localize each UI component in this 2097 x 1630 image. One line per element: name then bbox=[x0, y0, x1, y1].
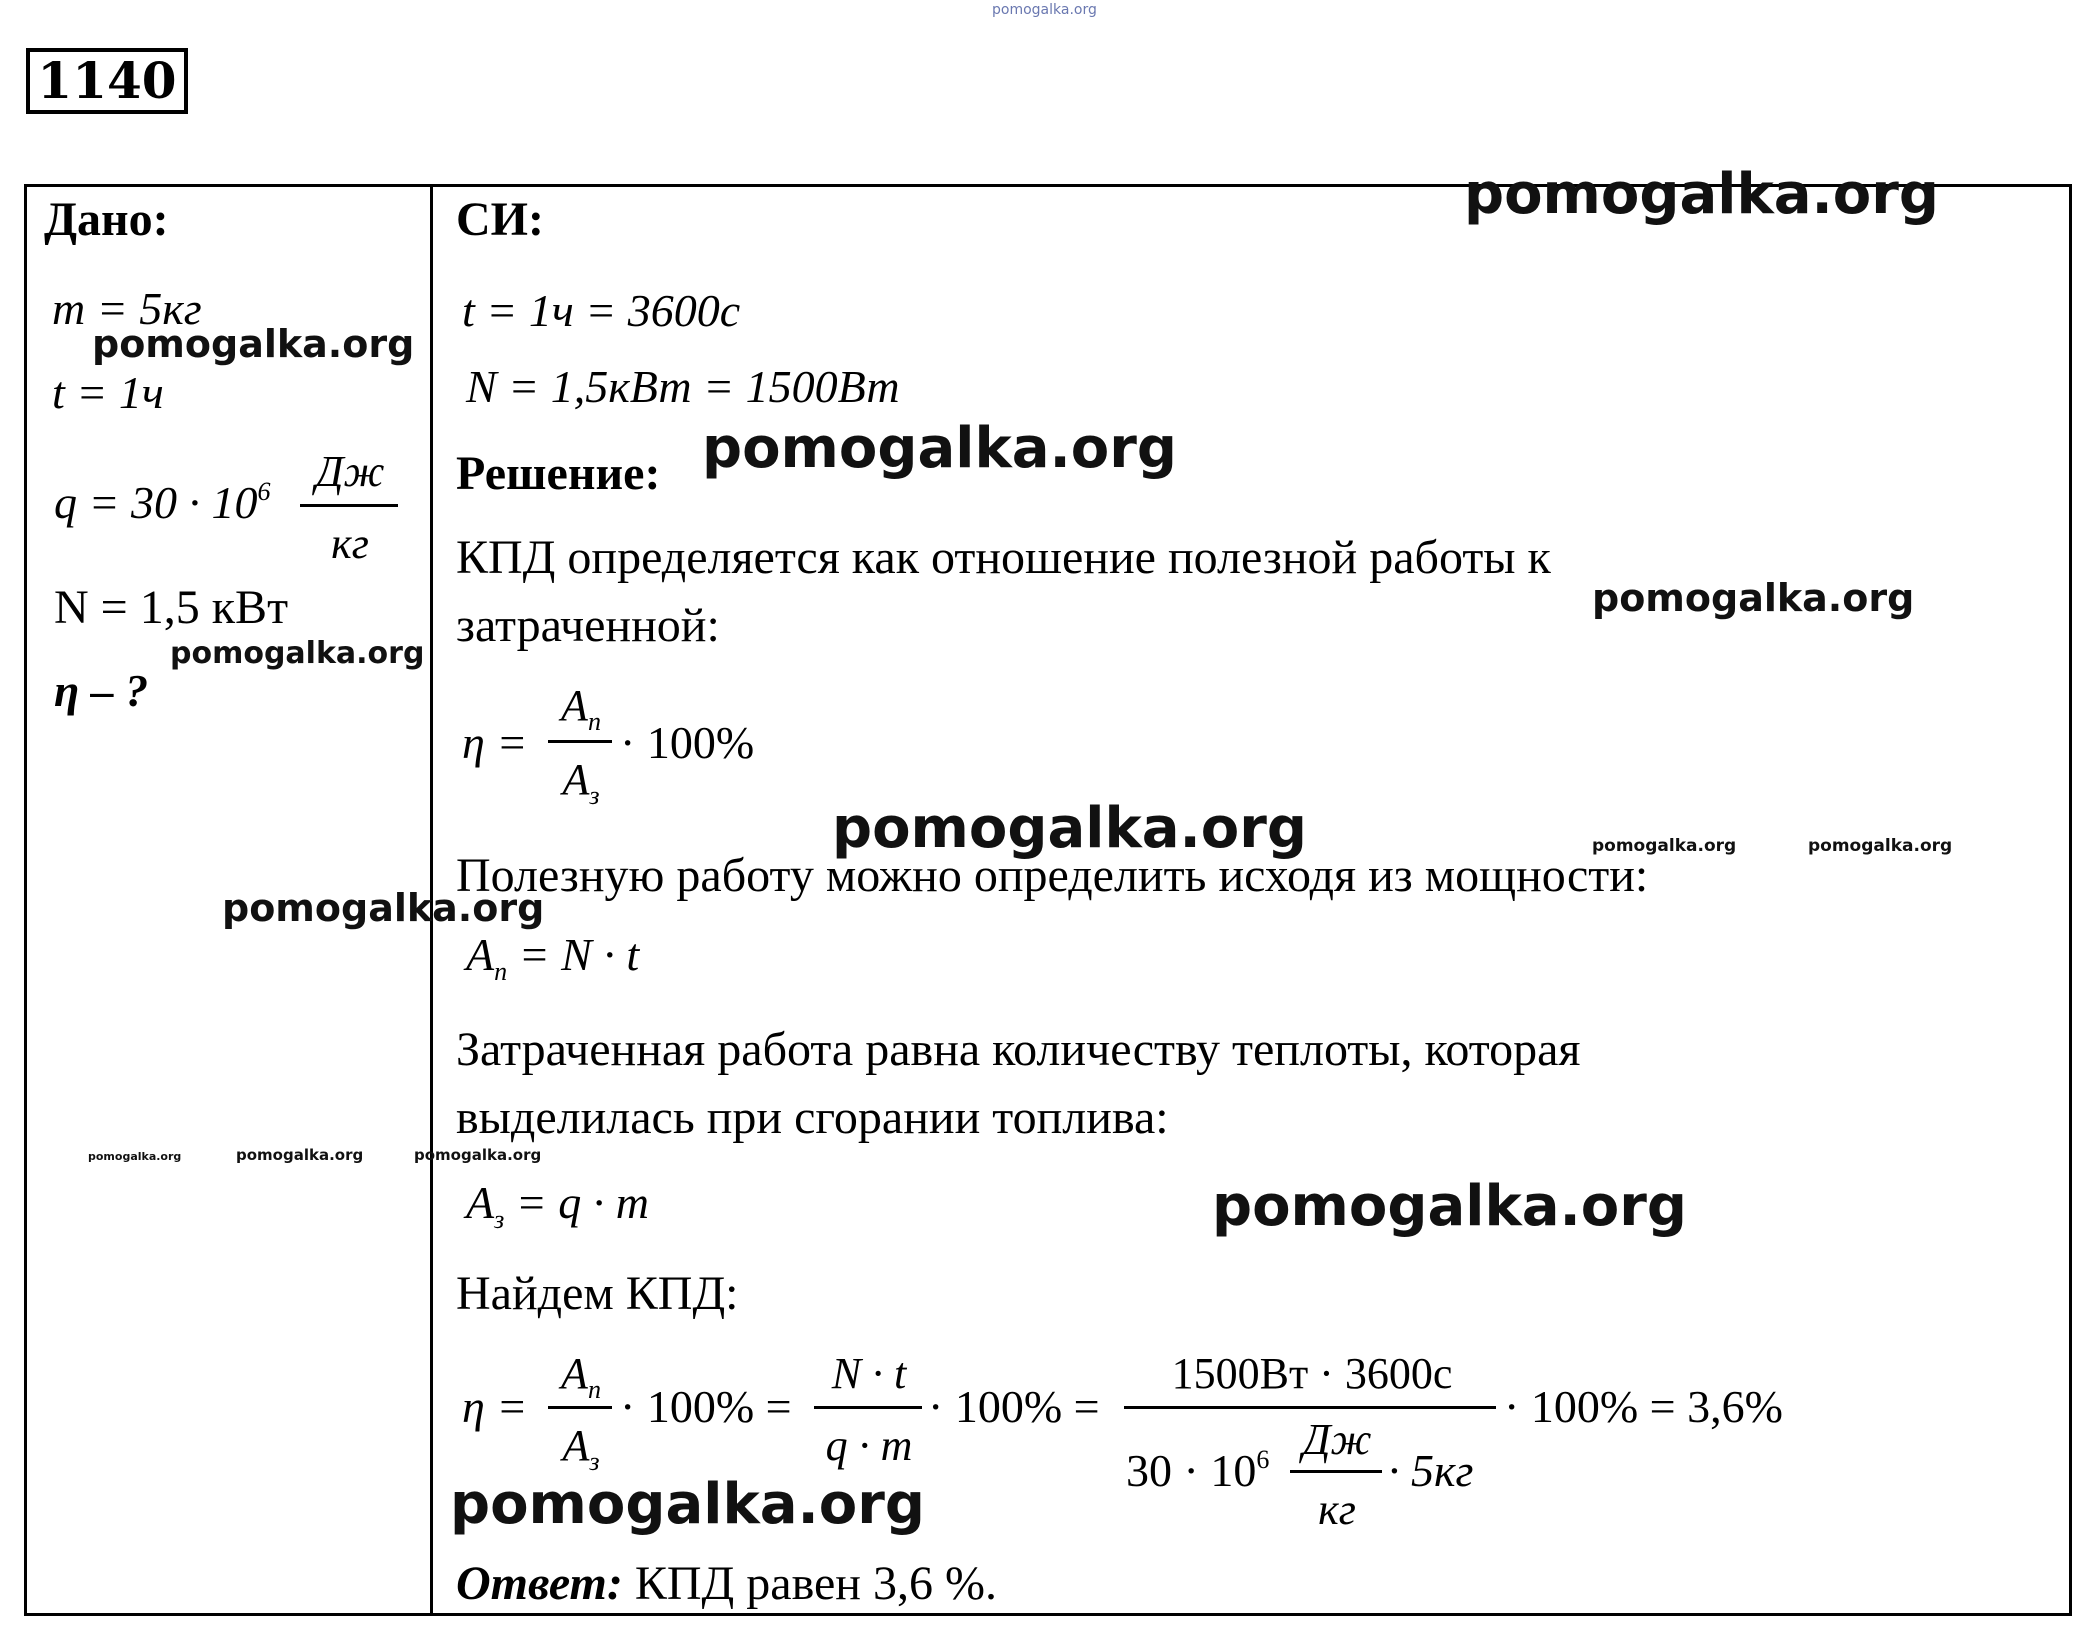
formula-1-bar bbox=[548, 740, 612, 743]
watermark: pomogalka.org bbox=[236, 1146, 364, 1164]
watermark: pomogalka.org bbox=[222, 886, 545, 930]
watermark: pomogalka.org bbox=[832, 796, 1307, 861]
answer-text: КПД равен 3,6 %. bbox=[622, 1557, 997, 1610]
formula-4-a-num: $A_п$ bbox=[561, 1349, 601, 1404]
given-heat-prefix: q = 30 · 10 bbox=[54, 477, 258, 528]
formula-4-b-bar bbox=[814, 1406, 922, 1409]
formula-1-den: $A_з$ bbox=[562, 755, 600, 810]
watermark: pomogalka.org bbox=[1592, 576, 1915, 620]
task-number: 1140 bbox=[26, 48, 188, 114]
formula-4-b-num: N · t bbox=[831, 1349, 907, 1398]
watermark: pomogalka.org bbox=[170, 636, 425, 671]
watermark: pomogalka.org bbox=[92, 322, 415, 366]
solution-paragraph-1-line-2: затраченной: bbox=[456, 599, 720, 652]
watermark: pomogalka.org bbox=[1464, 162, 1939, 227]
formula-1-lhs: η = bbox=[462, 717, 528, 768]
formula-4-a-bar bbox=[548, 1406, 612, 1409]
formula-4-c-den-unit-bar bbox=[1290, 1470, 1382, 1473]
formula-4-eta: η = bbox=[462, 1381, 528, 1432]
given-power: N = 1,5 кВт bbox=[54, 581, 289, 634]
si-time: t = 1ч = 3600с bbox=[462, 285, 741, 336]
formula-1-num: $A_п$ bbox=[561, 681, 601, 736]
formula-4-c-den-unit-den: кг bbox=[1318, 1485, 1356, 1534]
watermark: pomogalka.org bbox=[1808, 836, 1953, 856]
watermark: pomogalka.org bbox=[414, 1146, 542, 1164]
solution-paragraph-2: Полезную работу можно определить исходя из мощности: bbox=[456, 849, 1649, 902]
solution-paragraph-3-line-2: выделилась при сгорании топлива: bbox=[456, 1091, 1169, 1144]
given-heat-unit-num: Дж bbox=[315, 447, 385, 496]
watermark-top: pomogalka.org bbox=[992, 2, 1097, 18]
given-heat-value bbox=[54, 476, 271, 529]
formula-4-c-den-suffix: · 5кг bbox=[1388, 1445, 1474, 1496]
formula-4-c-den-unit-num: Дж bbox=[1302, 1415, 1372, 1464]
watermark: pomogalka.org bbox=[1592, 836, 1737, 856]
si-header: СИ: bbox=[456, 193, 544, 246]
formula-4-b-den: q · m bbox=[825, 1421, 913, 1470]
given-heat-unit-den: кг bbox=[331, 519, 369, 568]
given-heat-unit-bar bbox=[300, 504, 398, 507]
given-mass: m = 5кг bbox=[52, 283, 202, 334]
watermark: pomogalka.org bbox=[702, 416, 1177, 481]
watermark: pomogalka.org bbox=[88, 1150, 182, 1163]
solution-header: Решение: bbox=[456, 447, 661, 500]
formula-1-rhs: · 100% bbox=[620, 717, 755, 768]
answer-label: Ответ: bbox=[456, 1557, 623, 1610]
answer bbox=[456, 1556, 997, 1611]
solution-paragraph-4: Найдем КПД: bbox=[456, 1267, 739, 1320]
solution-paragraph-1-line-1: КПД определяется как отношение полезной работы к bbox=[456, 531, 1551, 584]
given-header: Дано: bbox=[44, 193, 169, 246]
formula-4-result: · 100% = 3,6% bbox=[1504, 1381, 1783, 1432]
formula-3: $A_з = q \cdot m$ bbox=[466, 1177, 650, 1234]
formula-4-a-den: $A_з$ bbox=[562, 1421, 600, 1476]
formula-4-c-num: 1500Вт · 3600с bbox=[1171, 1349, 1453, 1398]
formula-2: $A_п = N \cdot t$ bbox=[466, 929, 640, 986]
formula-4-mid-1: · 100% = bbox=[620, 1381, 792, 1432]
formula-4-c-den-prefix: $30 \cdot 10^6$ bbox=[1126, 1445, 1270, 1496]
given-heat-exp: 6 bbox=[257, 477, 271, 506]
watermark: pomogalka.org bbox=[450, 1472, 925, 1537]
watermark: pomogalka.org bbox=[1212, 1174, 1687, 1239]
given-unknown: η – ? bbox=[54, 665, 149, 716]
formula-4-mid-2: · 100% = bbox=[928, 1381, 1100, 1432]
given-time: t = 1ч bbox=[52, 367, 164, 418]
si-power: N = 1,5кВт = 1500Вт bbox=[466, 361, 900, 412]
solution-paragraph-3-line-1: Затраченная работа равна количеству теплоты, которая bbox=[456, 1023, 1581, 1076]
formula-4-c-bar bbox=[1124, 1406, 1496, 1409]
